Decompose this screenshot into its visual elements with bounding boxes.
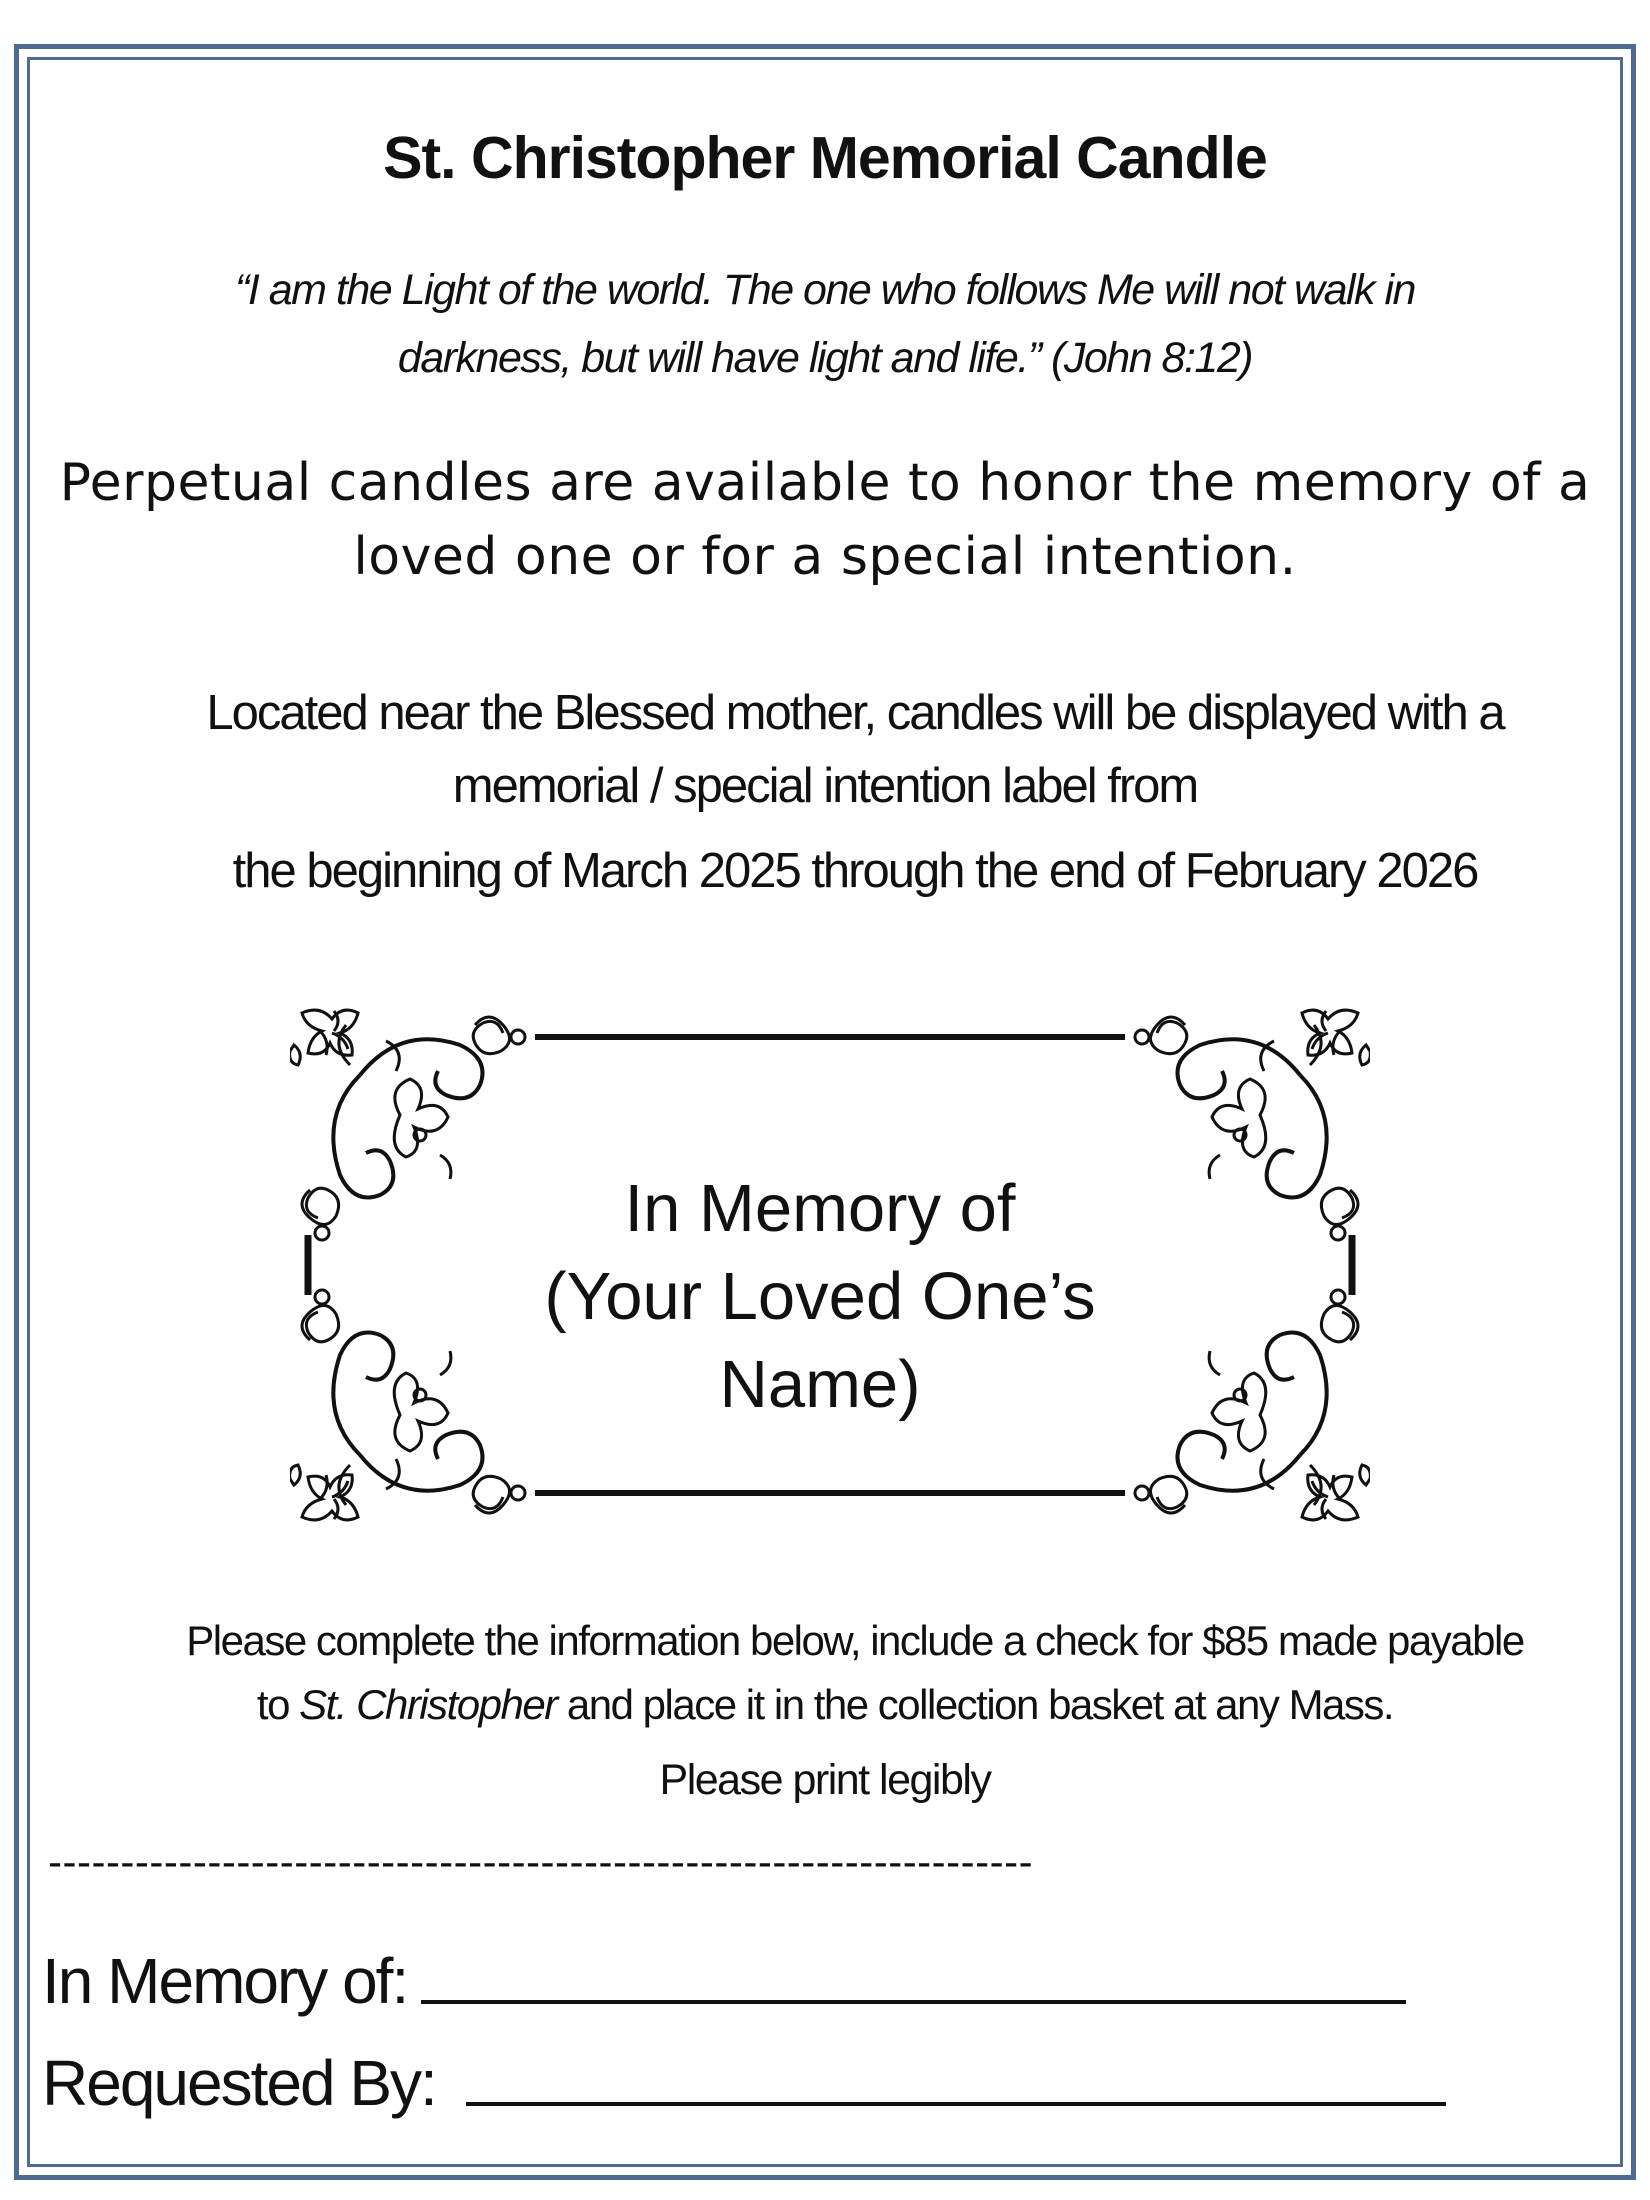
memorial-label-text [390, 1165, 1250, 1429]
document-title: St. Christopher Memorial Candle [383, 125, 1267, 191]
requested-by-blank[interactable] [466, 2102, 1446, 2106]
location-line-2: memorial / special intention label from [452, 759, 1198, 813]
quote-line-1: “I am the Light of the world. The one who follows Me will not walk in [235, 266, 1415, 314]
requested-by-field[interactable] [42, 2040, 1446, 2120]
instructions-line-2 [30, 1681, 1620, 1729]
requested-by-label: Requested By: [42, 2047, 436, 2119]
label-line-3: Name) [719, 1347, 921, 1422]
instructions-line-1: Please complete the information below, include a check for $85 made payable [186, 1617, 1524, 1664]
perpetual-candles-text [30, 446, 1620, 594]
scripture-quote [30, 256, 1620, 392]
location-line-1: Located near the Blessed mother, candles will be displayed with a [206, 686, 1504, 740]
perpetual-line-2: loved one or for a special intention. [353, 527, 1297, 587]
location-line-3: the beginning of March 2025 through the end of February 2026 [232, 844, 1478, 898]
in-memory-of-blank[interactable] [421, 2000, 1406, 2004]
in-memory-of-label: In Memory of: [42, 1945, 408, 2017]
cut-line: -------------------------------------------------------------------- [48, 1838, 1034, 1885]
payee-name: St. Christopher [299, 1681, 557, 1728]
label-line-1: In Memory of [624, 1171, 1016, 1246]
instructions-suffix: and place it in the collection basket at any Mass. [556, 1681, 1394, 1728]
label-line-2: (Your Loved One’s [544, 1259, 1096, 1334]
print-legibly-note: Please print legibly [659, 1756, 991, 1804]
instructions-prefix: to [256, 1681, 300, 1728]
quote-line-2: darkness, but will have light and life.” (John 8:12) [397, 334, 1253, 382]
in-memory-of-field[interactable] [42, 1938, 1406, 2018]
perpetual-line-1: Perpetual candles are available to honor the memory of a [59, 453, 1591, 513]
